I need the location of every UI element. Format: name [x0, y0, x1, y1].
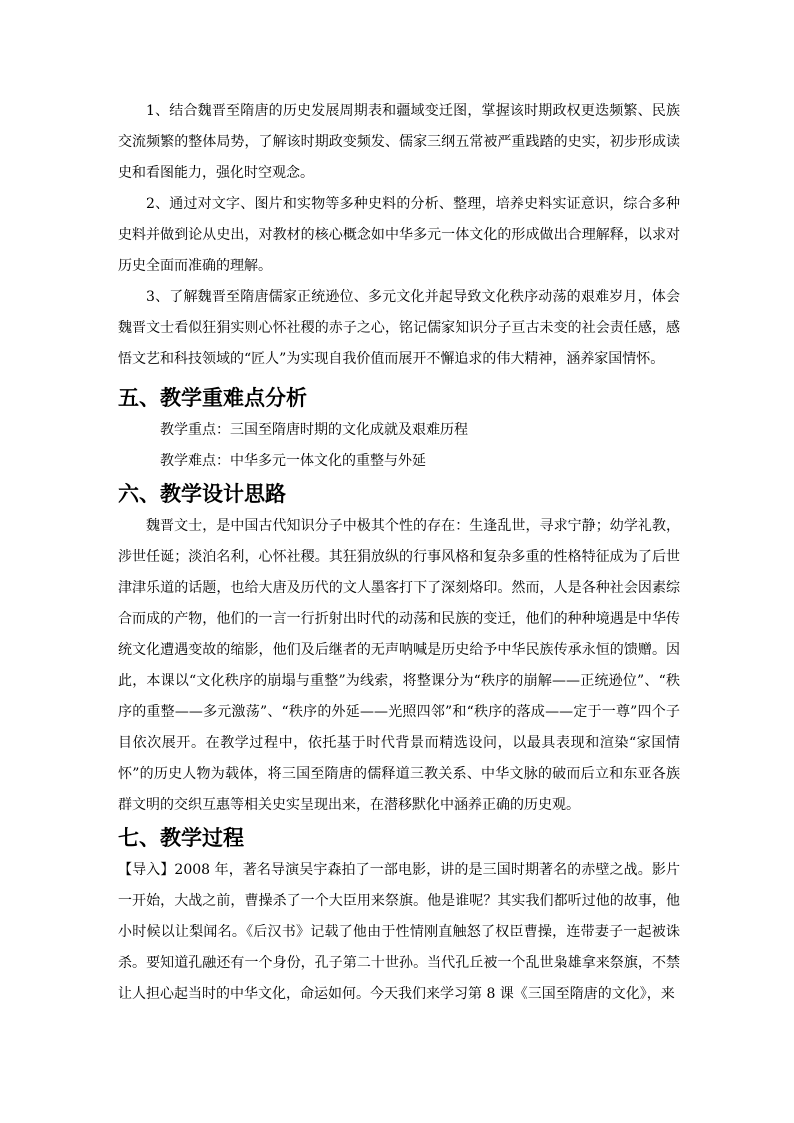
objective-paragraph-2: 2、通过对文字、图片和实物等多种史料的分析、整理，培养史料实证意识，综合多种史料并做到论从史出，对教材的核心概念如中华多元一体文化的形成做出合理解释，以求对历史全面而准确的理解。 — [118, 196, 680, 274]
key-difficult-points-section — [118, 381, 680, 477]
teaching-process-section — [118, 821, 680, 1010]
section-heading-teaching-process: 七、教学过程 — [118, 825, 244, 850]
document-page — [118, 96, 680, 1010]
section-heading-design-idea: 六、教学设计思路 — [118, 481, 286, 506]
design-idea-section — [118, 477, 680, 821]
section-heading-key-points: 五、教学重难点分析 — [118, 385, 307, 410]
design-idea-paragraph: 魏晋文士，是中国古代知识分子中极其个性的存在：生逢乱世，寻求宁静；幼学礼教，涉世任诞；淡泊名利，心怀社稷。其狂狷放纵的行事风格和复杂多重的性格特征成为了后世津津乐道的话题，也给大唐及历代的文人墨客打下了深刻烙印。然而，人是各种社会因素综合而成的产物，他们的一言一行折射出时代的动荡和民族的变迁，他们的种种境遇是中华传统文化遭遇变故的缩影，他们及后继者的无声呐喊是历史给予中华民族传承永恒的馈赠。因此，本课以“文化秩序的崩塌与重整”为线索，将整课分为“秩序的崩解——正统逊位”、“秩序的重整——多元激荡”、“秩序的外延——光照四邻”和“秩序的落成——定于一尊”四个子目依次展开。在教学过程中，依托基于时代背景而精选设问，以最具表现和渲染“家国情怀”的历史人物为载体，将三国至隋唐的儒释道三教关系、中华文脉的破而后立和东亚各族群文明的交织互惠等相关史实呈现出来，在潜移默化中涵养正确的历史观。 — [118, 518, 680, 813]
difficult-point-text: 教学难点：中华多元一体文化的重整与外延 — [160, 453, 426, 469]
key-point-text: 教学重点：三国至隋唐时期的文化成就及艰难历程 — [160, 422, 468, 438]
lead-in-paragraph: 【导入】2008 年，著名导演吴宇森拍了一部电影，讲的是三国时期著名的赤壁之战。影片一开始，大战之前，曹操杀了一个大臣用来祭旗。他是谁呢？其实我们都听过他的故事，他小时候以让梨闻名。《后汉书》记载了他由于性情刚直触怒了权臣曹操，连带妻子一起被诛杀。要知道孔融还有一个身份，孔子第二十世孙。当代孔丘被一个乱世枭雄拿来祭旗，不禁让人担心起当时的中华文化，命运如何。今天我们来学习第 8 课《三国至隋唐的文化》，来 — [118, 862, 680, 1002]
objectives-section — [118, 96, 680, 375]
objective-paragraph-3: 3、了解魏晋至隋唐儒家正统逊位、多元文化并起导致文化秩序动荡的艰难岁月，体会魏晋文士看似狂狷实则心怀社稷的赤子之心，铭记儒家知识分子亘古未变的社会责任感，感悟文艺和科技领域的“匠人”为实现自我价值而展开不懈追求的伟大精神，涵养家国情怀。 — [118, 289, 680, 367]
objective-paragraph-1: 1、结合魏晋至隋唐的历史发展周期表和疆域变迁图，掌握该时期政权更迭频繁、民族交流频繁的整体局势，了解该时期政变频发、儒家三纲五常被严重践踏的史实，初步形成读史和看图能力，强化时空观念。 — [118, 103, 680, 181]
